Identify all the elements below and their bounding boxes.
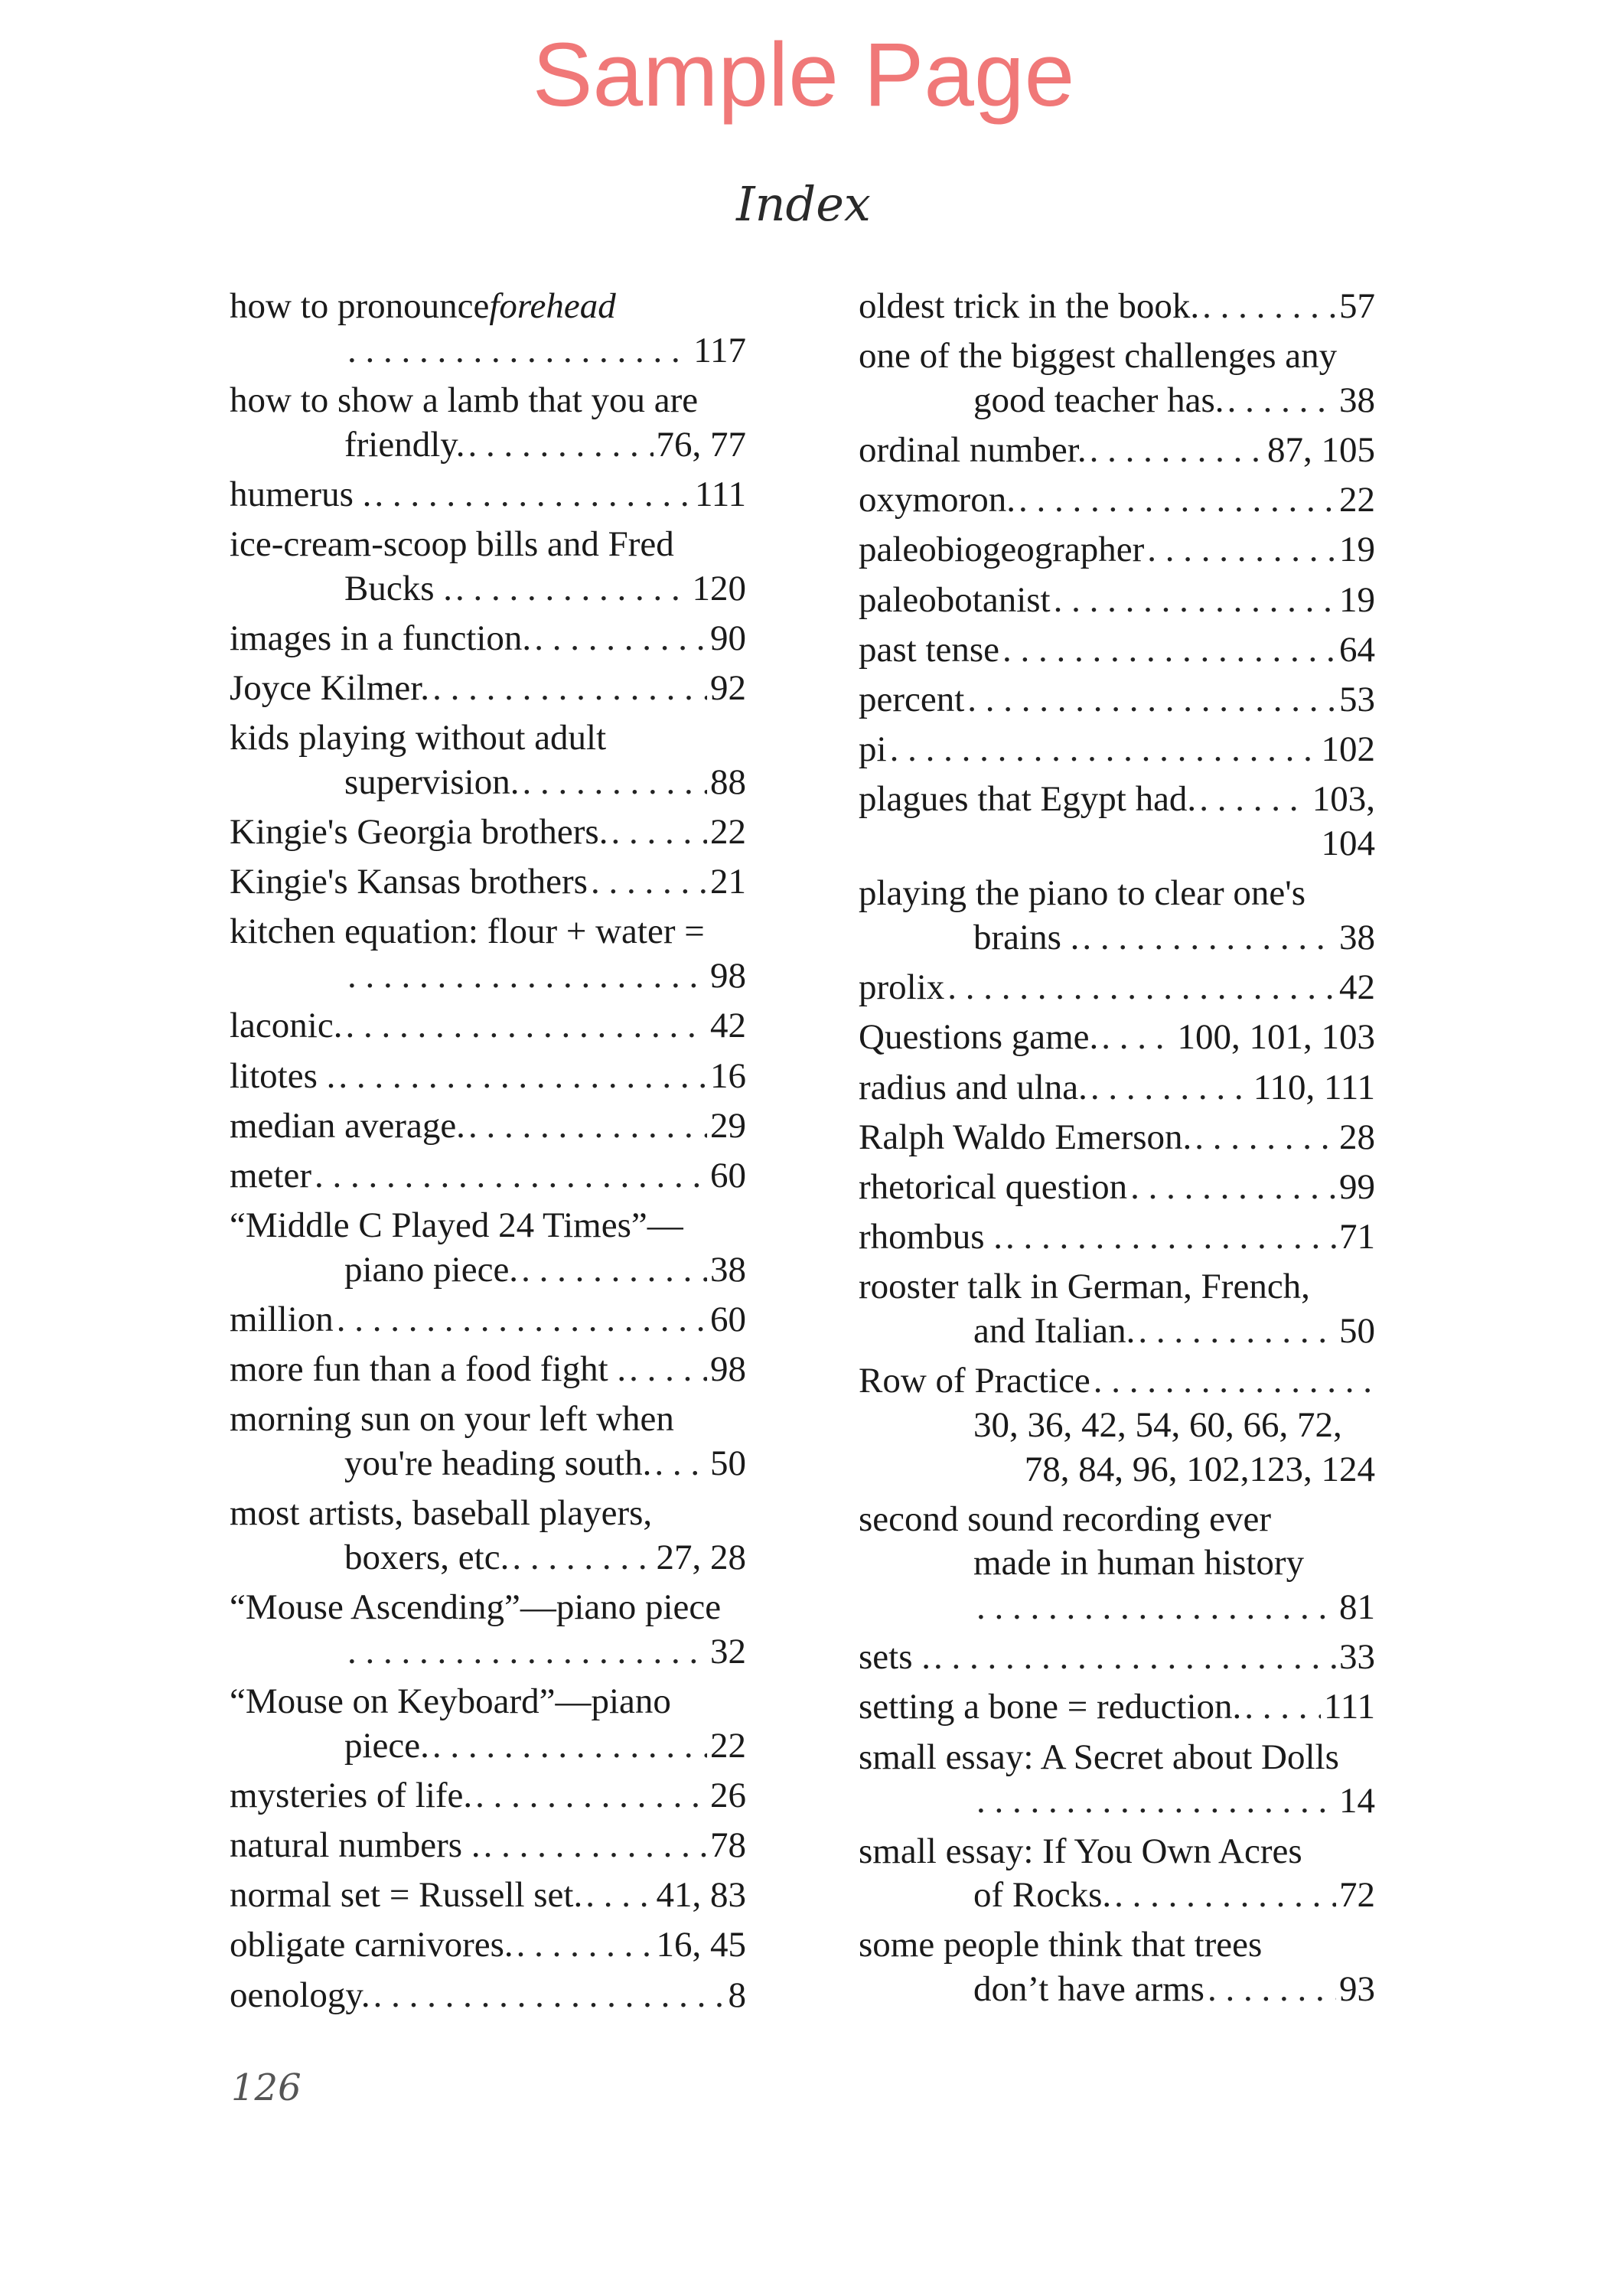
index-entry xyxy=(859,1166,1375,1210)
index-entry-line xyxy=(859,478,1375,523)
index-entry xyxy=(230,910,746,998)
index-entry-line xyxy=(859,728,1375,772)
page-reference: 76, 77 xyxy=(656,424,746,465)
index-entry-line xyxy=(859,916,1375,960)
dot-leader xyxy=(1199,778,1309,822)
page-reference: 120 xyxy=(692,568,746,608)
page-reference: 41, 83 xyxy=(656,1875,746,1916)
index-entry-line xyxy=(859,1016,1375,1060)
dot-leader xyxy=(1002,628,1336,673)
index-entry-line xyxy=(230,473,746,517)
index-entry xyxy=(859,1359,1375,1492)
page-reference: 72 xyxy=(1339,1875,1375,1916)
dot-leader xyxy=(1094,1359,1372,1404)
index-entry-line xyxy=(859,1779,1375,1824)
dot-leader xyxy=(347,1630,707,1675)
dot-leader xyxy=(591,860,707,905)
dot-leader xyxy=(315,1154,707,1199)
index-term: radius and ulna. xyxy=(859,1067,1087,1107)
index-entry-line xyxy=(230,285,746,329)
index-entry-line xyxy=(859,528,1375,572)
dot-leader xyxy=(947,966,1336,1010)
index-entry xyxy=(859,1265,1375,1353)
page-reference: 16, 45 xyxy=(656,1925,746,1965)
index-term: supervision. xyxy=(344,762,520,802)
index-entry-line xyxy=(859,1359,1375,1404)
page-reference: 64 xyxy=(1339,629,1375,670)
dot-leader xyxy=(521,1248,707,1293)
index-column-left xyxy=(230,285,746,2024)
dot-leader xyxy=(517,1923,654,1968)
index-entry-line xyxy=(859,1404,1375,1448)
index-term: 78, 84, 96, 102,123, 124 xyxy=(1024,1449,1375,1489)
index-term: of Rocks. xyxy=(973,1875,1112,1916)
index-entry-line xyxy=(230,1104,746,1149)
index-term: small essay: A Secret about Dolls xyxy=(859,1737,1339,1777)
index-entry xyxy=(230,285,746,373)
dot-leader xyxy=(976,1779,1336,1824)
index-entry-line xyxy=(859,1586,1375,1630)
index-term: obligate carnivores. xyxy=(230,1925,513,1965)
index-entry xyxy=(230,1824,746,1868)
dot-leader xyxy=(585,1874,653,1918)
index-entry xyxy=(230,1397,746,1486)
page-reference: 32 xyxy=(710,1631,746,1671)
index-entry-line xyxy=(859,579,1375,623)
index-term: mysteries of life. xyxy=(230,1775,473,1815)
index-entry xyxy=(230,716,746,804)
dot-leader xyxy=(1114,1874,1336,1918)
index-entry xyxy=(859,1636,1375,1680)
index-term: how to show a lamb that you are xyxy=(230,380,699,420)
page-reference: 50 xyxy=(710,1443,746,1483)
index-term: rhombus . xyxy=(859,1217,1002,1257)
dot-leader xyxy=(347,329,690,373)
index-term: Kingie's Georgia brothers. xyxy=(230,812,608,853)
dot-leader xyxy=(1147,528,1336,572)
index-term: “Middle C Played 24 Times”— xyxy=(230,1205,683,1246)
index-entry xyxy=(230,1348,746,1392)
index-entry-line xyxy=(230,523,746,567)
index-entry xyxy=(859,429,1375,473)
page-reference: 57 xyxy=(1339,286,1375,326)
index-entry-line xyxy=(230,1680,746,1724)
dot-leader xyxy=(967,678,1336,722)
index-entry xyxy=(230,473,746,517)
index-entry xyxy=(230,1923,746,1968)
index-entry xyxy=(859,1066,1375,1110)
page-reference: 27, 28 xyxy=(656,1537,746,1577)
dot-leader xyxy=(1227,379,1336,423)
dot-leader xyxy=(934,1636,1336,1680)
index-term: boxers, etc. xyxy=(344,1537,510,1577)
index-entry xyxy=(859,778,1375,866)
index-entry xyxy=(230,617,746,661)
dot-leader xyxy=(484,1824,707,1868)
index-term: sets . xyxy=(859,1637,931,1678)
page-reference: 50 xyxy=(1339,1310,1375,1351)
index-entry xyxy=(859,628,1375,673)
index-term: past tense xyxy=(859,629,1000,670)
index-entry xyxy=(859,478,1375,523)
index-entry-line xyxy=(859,1265,1375,1309)
index-entry xyxy=(859,872,1375,960)
index-entry-line xyxy=(859,1215,1375,1260)
index-entry xyxy=(859,1923,1375,2011)
page-reference: 26 xyxy=(710,1775,746,1815)
index-term: small essay: If You Own Acres xyxy=(859,1831,1302,1871)
dot-leader xyxy=(345,1004,707,1049)
page-reference: 42 xyxy=(1339,967,1375,1008)
index-term: kids playing without adult xyxy=(230,718,607,758)
index-entry-line xyxy=(230,954,746,999)
dot-leader xyxy=(1208,1968,1336,2012)
index-entry-line xyxy=(859,1874,1375,1918)
dot-leader xyxy=(1019,478,1336,523)
index-entry xyxy=(230,810,746,855)
index-entry-line xyxy=(230,1774,746,1818)
page-reference: 42 xyxy=(710,1006,746,1046)
index-entry-line xyxy=(230,423,746,468)
index-entry-line xyxy=(230,860,746,905)
index-term: prolix xyxy=(859,967,945,1008)
index-entry-line xyxy=(230,1536,746,1580)
index-entry xyxy=(230,1874,746,1918)
index-entry-line xyxy=(859,1685,1375,1730)
index-entry-line xyxy=(859,872,1375,916)
index-term: morning sun on your left when xyxy=(230,1399,674,1440)
index-entry-line xyxy=(859,429,1375,473)
dot-leader xyxy=(629,1348,707,1392)
index-entry-line xyxy=(230,1923,746,1968)
page-reference: 110, 111 xyxy=(1253,1067,1375,1107)
index-column-right xyxy=(859,285,1375,2017)
index-term: piece. xyxy=(344,1725,429,1766)
index-entry xyxy=(230,1204,746,1292)
index-entry xyxy=(230,523,746,611)
index-term: Row of Practice xyxy=(859,1361,1090,1401)
index-term: more fun than a food fight . xyxy=(230,1349,627,1390)
index-entry-line xyxy=(859,1830,1375,1874)
dot-leader xyxy=(1054,579,1336,623)
index-term: rhetorical question xyxy=(859,1166,1128,1207)
page-reference: 78 xyxy=(710,1825,746,1865)
dot-leader xyxy=(1006,1215,1336,1260)
index-entry-line xyxy=(230,1248,746,1293)
page-reference: 90 xyxy=(710,618,746,658)
index-entry-line xyxy=(230,1154,746,1199)
index-entry xyxy=(859,579,1375,623)
page-reference: 16 xyxy=(710,1055,746,1096)
index-term: made in human history xyxy=(973,1543,1305,1583)
index-entry xyxy=(230,379,746,467)
index-term: you're heading south. xyxy=(344,1443,652,1483)
index-term: and Italian. xyxy=(973,1310,1136,1351)
index-term: “Mouse Ascending”—piano piece xyxy=(230,1587,722,1628)
index-entry-line xyxy=(859,1116,1375,1160)
dot-leader xyxy=(374,473,692,517)
index-entry xyxy=(859,678,1375,722)
index-term: Kingie's Kansas brothers xyxy=(230,862,588,902)
dot-leader xyxy=(347,954,707,999)
dot-leader xyxy=(468,1104,707,1149)
index-entry-line xyxy=(230,379,746,423)
index-entry-line xyxy=(230,716,746,761)
sample-page-watermark: Sample Page xyxy=(532,24,1075,126)
index-term: oxymoron. xyxy=(859,480,1015,520)
index-entry xyxy=(230,860,746,905)
index-entry-line xyxy=(859,1309,1375,1354)
index-entry xyxy=(230,1154,746,1199)
dot-leader xyxy=(1082,916,1336,960)
index-entry-line xyxy=(230,1974,746,2018)
index-entry-line xyxy=(859,1968,1375,2012)
index-entry-line xyxy=(230,1055,746,1099)
page-reference: 81 xyxy=(1339,1587,1375,1628)
dot-leader xyxy=(976,1586,1336,1630)
index-entry-line xyxy=(230,1442,746,1486)
index-entry xyxy=(859,334,1375,422)
dot-leader xyxy=(654,1442,707,1486)
index-term: laconic. xyxy=(230,1006,343,1046)
dot-leader xyxy=(1090,1066,1250,1110)
index-entry-line xyxy=(230,1004,746,1049)
dot-leader xyxy=(475,1774,707,1818)
dot-leader xyxy=(1195,1116,1336,1160)
index-term: good teacher has. xyxy=(973,380,1224,420)
index-term: some people think that trees xyxy=(859,1925,1263,1965)
index-entry-line xyxy=(859,966,1375,1010)
dot-leader xyxy=(512,1536,653,1580)
index-term-italic: forehead xyxy=(489,286,616,326)
index-term: “Mouse on Keyboard”—piano xyxy=(230,1681,671,1721)
dot-leader xyxy=(468,423,653,468)
index-entry xyxy=(230,1774,746,1818)
index-term: million xyxy=(230,1299,334,1339)
index-term: litotes . xyxy=(230,1055,336,1096)
index-entry-line xyxy=(230,1348,746,1392)
index-entry xyxy=(859,1116,1375,1160)
index-entry-line xyxy=(230,1874,746,1918)
index-term: ordinal number. xyxy=(859,430,1087,471)
index-entry-line xyxy=(859,334,1375,379)
page-reference: 38 xyxy=(710,1249,746,1290)
page-reference: 111 xyxy=(1323,1687,1375,1727)
page-reference: 22 xyxy=(1339,480,1375,520)
index-entry xyxy=(230,1974,746,2018)
index-entry xyxy=(859,1498,1375,1630)
page-reference: 38 xyxy=(1339,917,1375,957)
index-heading: Index xyxy=(736,176,871,232)
index-entry-line xyxy=(230,1397,746,1442)
index-entry-line xyxy=(859,778,1375,822)
index-entry xyxy=(859,1685,1375,1730)
page-reference: 87, 105 xyxy=(1267,430,1375,471)
page-reference: 29 xyxy=(710,1105,746,1146)
dot-leader xyxy=(1090,429,1264,473)
index-entry-line xyxy=(230,1824,746,1868)
index-entry xyxy=(859,1215,1375,1260)
index-entry-line xyxy=(859,1736,1375,1780)
index-entry-line xyxy=(230,1298,746,1342)
page-reference: 92 xyxy=(710,668,746,708)
index-term: Joyce Kilmer. xyxy=(230,668,430,708)
index-entry xyxy=(230,1492,746,1580)
index-entry xyxy=(230,1298,746,1342)
page-reference: 14 xyxy=(1339,1781,1375,1821)
dot-leader xyxy=(1244,1685,1321,1730)
index-entry xyxy=(859,528,1375,572)
index-entry xyxy=(859,1736,1375,1824)
page-reference: 8 xyxy=(728,1975,746,2015)
dot-leader xyxy=(890,728,1319,772)
index-term: pi xyxy=(859,729,887,770)
dot-leader xyxy=(1101,1016,1174,1060)
index-entry-line xyxy=(230,667,746,711)
index-term: natural numbers . xyxy=(230,1825,481,1865)
page-reference: 19 xyxy=(1339,579,1375,620)
index-term: brains . xyxy=(973,917,1080,957)
page-reference: 93 xyxy=(1339,1969,1375,2010)
index-entry xyxy=(230,1680,746,1768)
index-term: 30, 36, 42, 54, 60, 66, 72, xyxy=(973,1404,1342,1445)
index-entry xyxy=(230,1004,746,1049)
index-entry-line xyxy=(230,329,746,373)
page-reference: 22 xyxy=(710,812,746,853)
index-term: rooster talk in German, French, xyxy=(859,1267,1310,1307)
index-entry-line xyxy=(859,822,1375,866)
dot-leader xyxy=(432,1724,707,1769)
page-reference: 71 xyxy=(1339,1217,1375,1257)
dot-leader xyxy=(1130,1166,1336,1210)
index-entry-line xyxy=(859,1498,1375,1542)
index-entry-line xyxy=(859,1166,1375,1210)
index-term: normal set = Russell set. xyxy=(230,1875,583,1916)
index-term: images in a function. xyxy=(230,618,532,658)
index-term: setting a bone = reduction. xyxy=(859,1687,1242,1727)
index-term: Bucks . xyxy=(344,568,452,608)
index-term: playing the piano to clear one's xyxy=(859,873,1306,914)
dot-leader xyxy=(337,1298,707,1342)
index-term: paleobotanist xyxy=(859,579,1051,620)
page-reference: 53 xyxy=(1339,680,1375,719)
index-entry-line xyxy=(859,1066,1375,1110)
index-term: median average. xyxy=(230,1105,465,1146)
index-entry-line xyxy=(230,567,746,612)
dot-leader xyxy=(1202,285,1336,329)
dot-leader xyxy=(611,810,707,855)
page-reference: 28 xyxy=(1339,1117,1375,1157)
page-reference: 98 xyxy=(710,1349,746,1390)
dot-leader xyxy=(373,1974,725,2018)
dot-leader xyxy=(338,1055,707,1099)
index-entry xyxy=(859,966,1375,1010)
index-term: 104 xyxy=(1321,823,1375,864)
page-reference: 33 xyxy=(1339,1637,1375,1678)
page-number: 126 xyxy=(231,2066,302,2109)
page-reference: 117 xyxy=(693,330,746,370)
dot-leader xyxy=(432,667,707,711)
index-entry-line xyxy=(859,379,1375,423)
page-reference: 99 xyxy=(1339,1166,1375,1207)
dot-leader xyxy=(455,567,689,612)
index-entry-line xyxy=(859,1541,1375,1586)
dot-leader xyxy=(534,617,707,661)
page-reference: 98 xyxy=(710,956,746,996)
index-entry xyxy=(859,1830,1375,1918)
index-term: one of the biggest challenges any xyxy=(859,336,1338,377)
dot-leader xyxy=(1138,1309,1336,1354)
index-entry xyxy=(859,1016,1375,1060)
index-term: percent xyxy=(859,680,965,719)
index-entry xyxy=(230,1104,746,1149)
index-term: Ralph Waldo Emerson. xyxy=(859,1117,1192,1157)
index-term: paleobiogeographer xyxy=(859,530,1145,570)
page-reference: 88 xyxy=(710,762,746,802)
index-term: second sound recording ever xyxy=(859,1499,1272,1539)
index-entry-line xyxy=(230,810,746,855)
index-entry-line xyxy=(230,1492,746,1536)
index-entry-line xyxy=(859,628,1375,673)
index-entry-line xyxy=(859,1636,1375,1680)
index-entry-line xyxy=(859,1448,1375,1492)
page-reference: 19 xyxy=(1339,530,1375,570)
index-entry-line xyxy=(230,1204,746,1248)
index-entry xyxy=(230,1055,746,1099)
page-reference: 111 xyxy=(694,474,746,514)
page-reference: 60 xyxy=(710,1299,746,1339)
index-term: plagues that Egypt had. xyxy=(859,779,1197,820)
index-entry xyxy=(230,1586,746,1674)
page-reference: 22 xyxy=(710,1725,746,1766)
index-term: friendly. xyxy=(344,424,465,465)
index-term: ice-cream-scoop bills and Fred xyxy=(230,523,674,564)
index-term: meter xyxy=(230,1155,311,1195)
index-term: kitchen equation: flour + water = xyxy=(230,912,705,952)
index-entry-line xyxy=(230,1586,746,1630)
page-reference: 102 xyxy=(1321,729,1375,770)
index-entry-line xyxy=(859,678,1375,722)
index-term: oenology. xyxy=(230,1975,370,2015)
index-entry-line xyxy=(859,285,1375,329)
index-term: most artists, baseball players, xyxy=(230,1493,653,1534)
index-entry-line xyxy=(230,1630,746,1675)
index-entry-line xyxy=(230,761,746,805)
index-entry xyxy=(230,667,746,711)
index-entry xyxy=(859,728,1375,772)
index-term: piano piece. xyxy=(344,1249,519,1290)
index-entry-line xyxy=(859,1923,1375,1968)
index-term: oldest trick in the book. xyxy=(859,286,1200,326)
page-reference: 21 xyxy=(710,862,746,902)
index-entry-line xyxy=(230,910,746,954)
page-reference: 103, xyxy=(1312,779,1375,820)
dot-leader xyxy=(522,761,707,805)
index-term: humerus . xyxy=(230,474,372,514)
index-term: how to pronounce xyxy=(230,286,490,326)
index-term: Questions game. xyxy=(859,1017,1099,1058)
index-term: don’t have arms xyxy=(973,1969,1204,2010)
page-reference: 100, 101, 103 xyxy=(1177,1017,1375,1058)
index-entry xyxy=(859,285,1375,329)
index-entry-line xyxy=(230,617,746,661)
page-reference: 38 xyxy=(1339,380,1375,420)
index-entry-line xyxy=(230,1724,746,1769)
page-reference: 60 xyxy=(710,1155,746,1195)
